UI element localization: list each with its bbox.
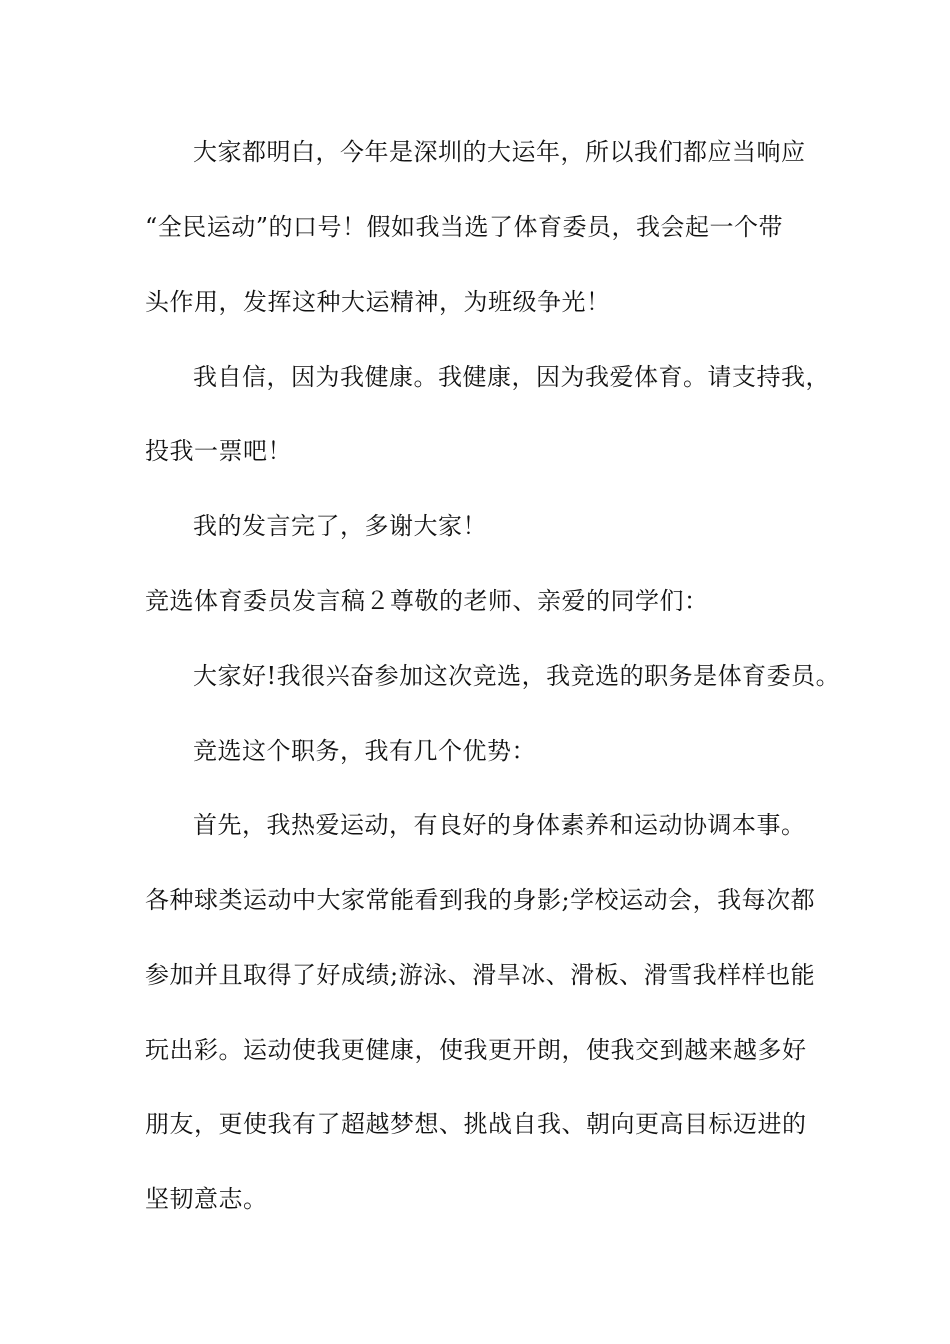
paragraph-line: 朋友，更使我有了超越梦想、挑战自我、朝向更高目标迈进的 — [145, 1110, 807, 1138]
paragraph-line: 投我一票吧！ — [145, 437, 292, 465]
paragraph-line: 大家好!我很兴奋参加这次竞选，我竞选的职务是体育委员。 — [193, 662, 841, 690]
paragraph-line: 首先，我热爱运动，有良好的身体素养和运动协调本事。 — [193, 811, 806, 839]
paragraph-line: 竞选这个职务，我有几个优势： — [193, 737, 536, 765]
paragraph-line: 头作用，发挥这种大运精神，为班级争光！ — [145, 288, 611, 316]
paragraph-line: 我的发言完了，多谢大家！ — [193, 512, 487, 540]
paragraph-line: 参加并且取得了好成绩;游泳、滑旱冰、滑板、滑雪我样样也能 — [145, 961, 816, 989]
section-heading-line: 竞选体育委员发言稿２尊敬的老师、亲爱的同学们： — [145, 587, 709, 615]
paragraph-line: 玩出彩。运动使我更健康，使我更开朗，使我交到越来越多好 — [145, 1036, 807, 1064]
paragraph-line: 各种球类运动中大家常能看到我的身影;学校运动会，我每次都 — [145, 886, 816, 914]
paragraph-line: 我自信，因为我健康。我健康，因为我爱体育。请支持我， — [193, 363, 830, 391]
paragraph-line: “全民运动”的口号！假如我当选了体育委员，我会起一个带 — [145, 213, 784, 241]
paragraph-line: 大家都明白，今年是深圳的大运年，所以我们都应当响应 — [193, 138, 806, 166]
paragraph-line: 坚韧意志。 — [145, 1185, 268, 1213]
